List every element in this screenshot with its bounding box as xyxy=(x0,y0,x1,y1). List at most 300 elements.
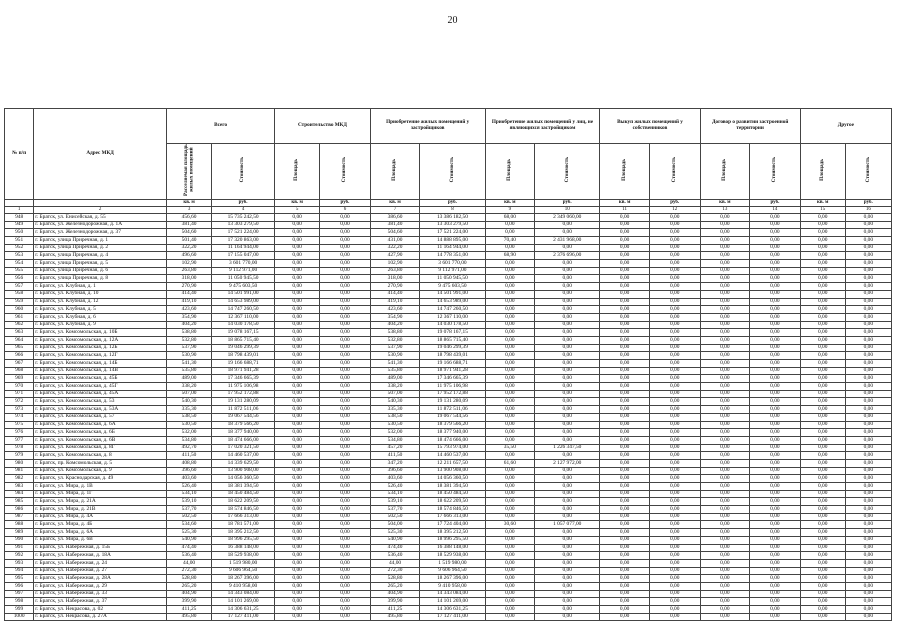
value-cell: 11 050 945,50 xyxy=(420,275,485,283)
value-cell: 0,00 xyxy=(485,582,535,590)
value-cell: 0,00 xyxy=(320,267,371,275)
value-cell: 0,00 xyxy=(320,213,371,221)
value-cell: 17 346 665,39 xyxy=(420,375,485,383)
value-cell: 0,00 xyxy=(845,452,891,460)
value-cell: 0,00 xyxy=(320,498,371,506)
value-cell: 0,00 xyxy=(700,421,750,429)
value-cell: 0,00 xyxy=(649,483,700,491)
value-cell: 0,00 xyxy=(845,606,891,614)
table-row xyxy=(5,436,892,444)
value-cell: 17 666 313,00 xyxy=(420,513,485,521)
value-cell: 0,00 xyxy=(320,483,371,491)
value-cell: 0,00 xyxy=(600,475,650,483)
row-number-cell: 960 xyxy=(5,306,34,314)
value-cell: 0,00 xyxy=(600,559,650,567)
value-cell: 9 112 971,00 xyxy=(420,267,485,275)
value-cell: 0,00 xyxy=(750,344,801,352)
value-cell: 1 057 077,00 xyxy=(535,521,600,529)
value-cell: 0,00 xyxy=(535,467,600,475)
value-cell: 18 267 396,00 xyxy=(420,575,485,583)
value-cell: 0,00 xyxy=(535,260,600,268)
value-cell: 0,00 xyxy=(485,329,535,337)
table-row xyxy=(5,306,892,314)
value-cell: 0,00 xyxy=(600,375,650,383)
column-number-cell: 11 xyxy=(600,206,650,213)
value-cell: 0,00 xyxy=(800,567,845,575)
value-cell: 14 460 537,00 xyxy=(212,452,275,460)
value-cell: 0,00 xyxy=(800,336,845,344)
value-cell: 0,00 xyxy=(275,336,320,344)
value-cell: 386,60 xyxy=(370,213,420,221)
value-cell: 0,00 xyxy=(750,321,801,329)
value-cell: 0,00 xyxy=(800,429,845,437)
value-cell: 0,00 xyxy=(600,582,650,590)
address-cell: г. Братск, ул. Мира, д. 4Б xyxy=(34,521,167,529)
unit-cell: кв. м xyxy=(800,199,845,206)
value-cell: 0,00 xyxy=(535,413,600,421)
value-cell: 16 388 148,00 xyxy=(420,544,485,552)
row-number-cell: 970 xyxy=(5,383,34,391)
value-cell: 396,60 xyxy=(370,467,420,475)
value-cell: 539,10 xyxy=(370,498,420,506)
value-cell: 18 377 940,00 xyxy=(212,429,275,437)
value-cell: 11 975 106,98 xyxy=(212,383,275,391)
value-cell: 0,00 xyxy=(320,390,371,398)
value-cell: 0,00 xyxy=(600,444,650,452)
value-cell: 338,20 xyxy=(370,383,420,391)
unit-cell: кв. м xyxy=(275,199,320,206)
value-cell: 0,00 xyxy=(600,367,650,375)
value-cell: 0,00 xyxy=(485,575,535,583)
value-cell: 0,00 xyxy=(320,613,371,621)
address-cell: г. Братск, ул. Набережная, д. 15Б xyxy=(34,544,167,552)
table-row xyxy=(5,498,892,506)
value-cell: 0,00 xyxy=(275,321,320,329)
value-cell: 0,00 xyxy=(320,375,371,383)
row-number-cell: 958 xyxy=(5,290,34,298)
table-row xyxy=(5,313,892,321)
value-cell: 2 349 060,00 xyxy=(535,213,600,221)
value-cell: 0,00 xyxy=(649,275,700,283)
row-number-cell: 985 xyxy=(5,498,34,506)
value-cell: 0,00 xyxy=(845,521,891,529)
value-cell: 13 900 908,00 xyxy=(420,467,485,475)
value-cell: 495,80 xyxy=(167,613,212,621)
address-cell: г. Братск, ул. Мира, д. 21А xyxy=(34,498,167,506)
value-cell: 0,00 xyxy=(649,313,700,321)
value-cell: 0,00 xyxy=(275,290,320,298)
value-cell: 14 339 629,50 xyxy=(212,459,275,467)
table-row xyxy=(5,252,892,260)
value-cell: 0,00 xyxy=(320,536,371,544)
subheader-cost: Стоимость xyxy=(535,144,600,200)
value-cell: 0,00 xyxy=(485,598,535,606)
row-number-cell: 950 xyxy=(5,229,34,237)
value-cell: 0,00 xyxy=(750,529,801,537)
value-cell: 0,00 xyxy=(485,475,535,483)
value-cell: 11 975 106,98 xyxy=(420,383,485,391)
row-number-cell: 962 xyxy=(5,321,34,329)
value-cell: 0,00 xyxy=(845,598,891,606)
value-cell: 0,00 xyxy=(649,590,700,598)
row-number-cell: 971 xyxy=(5,390,34,398)
value-cell: 102,90 xyxy=(167,260,212,268)
value-cell: 530,50 xyxy=(167,421,212,429)
table-row xyxy=(5,344,892,352)
value-cell: 0,00 xyxy=(320,229,371,237)
value-cell: 0,00 xyxy=(700,429,750,437)
value-cell: 0,00 xyxy=(275,221,320,229)
value-cell: 0,00 xyxy=(649,306,700,314)
row-number-cell: 978 xyxy=(5,444,34,452)
value-cell: 540,30 xyxy=(167,398,212,406)
value-cell: 322,20 xyxy=(370,244,420,252)
value-cell: 0,00 xyxy=(750,521,801,529)
value-cell: 0,00 xyxy=(649,360,700,368)
table-row xyxy=(5,398,892,406)
address-cell: г. Братск, ул. Комсомольская, д. 10Б xyxy=(34,329,167,337)
subheader-cost: Стоимость xyxy=(845,144,891,200)
table-row xyxy=(5,513,892,521)
value-cell: 335,30 xyxy=(167,406,212,414)
row-number-cell: 976 xyxy=(5,429,34,437)
table-row xyxy=(5,483,892,491)
value-cell: 0,00 xyxy=(700,375,750,383)
value-cell: 0,00 xyxy=(750,329,801,337)
unit-cell xyxy=(5,199,34,206)
value-cell: 0,00 xyxy=(800,329,845,337)
value-cell: 0,00 xyxy=(700,575,750,583)
value-cell: 0,00 xyxy=(535,436,600,444)
header-group-buyout: Выкуп жилых помещений у собственников xyxy=(600,109,700,144)
value-cell: 0,00 xyxy=(750,567,801,575)
value-cell: 0,00 xyxy=(845,344,891,352)
value-cell: 474,40 xyxy=(167,544,212,552)
value-cell: 532,80 xyxy=(167,336,212,344)
address-cell: г. Братск, улица Приречная, д. 4 xyxy=(34,252,167,260)
value-cell: 0,00 xyxy=(485,344,535,352)
value-cell: 0,00 xyxy=(649,475,700,483)
value-cell: 0,00 xyxy=(275,452,320,460)
address-cell: г. Братск, ул. Клубная, д. 9 xyxy=(34,321,167,329)
value-cell: 0,00 xyxy=(649,267,700,275)
value-cell: 0,00 xyxy=(845,383,891,391)
value-cell: 265,20 xyxy=(370,582,420,590)
value-cell: 0,00 xyxy=(750,590,801,598)
value-cell: 0,00 xyxy=(275,606,320,614)
value-cell: 0,00 xyxy=(700,275,750,283)
value-cell: 18 395 212,50 xyxy=(420,529,485,537)
value-cell: 0,00 xyxy=(275,567,320,575)
value-cell: 0,00 xyxy=(649,244,700,252)
value-cell: 14 056 360,50 xyxy=(212,475,275,483)
subheader-cost: Стоимость xyxy=(212,144,275,200)
value-cell: 9 112 971,00 xyxy=(212,267,275,275)
value-cell: 0,00 xyxy=(700,536,750,544)
value-cell: 0,00 xyxy=(700,352,750,360)
value-cell: 0,00 xyxy=(649,383,700,391)
value-cell: 68,90 xyxy=(485,252,535,260)
value-cell: 17 666 313,00 xyxy=(212,513,275,521)
value-cell: 0,00 xyxy=(535,475,600,483)
unit-cell: руб. xyxy=(212,199,275,206)
value-cell: 0,00 xyxy=(600,244,650,252)
value-cell: 0,00 xyxy=(845,375,891,383)
value-cell: 18 474 666,00 xyxy=(420,436,485,444)
value-cell: 14 030 178,50 xyxy=(212,321,275,329)
value-cell: 0,00 xyxy=(800,552,845,560)
value-cell: 0,00 xyxy=(700,313,750,321)
value-cell: 18 971 941,28 xyxy=(212,367,275,375)
value-cell: 540,30 xyxy=(370,398,420,406)
table-row xyxy=(5,321,892,329)
row-number-cell: 954 xyxy=(5,260,34,268)
row-number-cell: 953 xyxy=(5,252,34,260)
value-cell: 17 346 665,39 xyxy=(212,375,275,383)
value-cell: 0,00 xyxy=(320,436,371,444)
address-cell: г. Братск, ул. Мира, д. 4А xyxy=(34,513,167,521)
value-cell: 0,00 xyxy=(845,313,891,321)
value-cell: 0,00 xyxy=(320,444,371,452)
value-cell: 0,00 xyxy=(750,544,801,552)
value-cell: 0,00 xyxy=(845,552,891,560)
value-cell: 0,00 xyxy=(750,252,801,260)
row-number-cell: 990 xyxy=(5,536,34,544)
value-cell: 9 606 964,50 xyxy=(420,567,485,575)
value-cell: 0,00 xyxy=(600,590,650,598)
address-cell: г. Братск, ул. Краснодарская, д. 49 xyxy=(34,475,167,483)
value-cell: 0,00 xyxy=(485,513,535,521)
value-cell: 0,00 xyxy=(485,352,535,360)
row-number-cell: 975 xyxy=(5,421,34,429)
value-cell: 0,00 xyxy=(535,598,600,606)
value-cell: 0,00 xyxy=(700,321,750,329)
value-cell: 0,00 xyxy=(800,459,845,467)
value-cell: 0,00 xyxy=(485,467,535,475)
address-cell: г. Братск, ул. Набережная, д. 33 xyxy=(34,590,167,598)
table-row xyxy=(5,229,892,237)
value-cell: 14 888 895,00 xyxy=(420,237,485,245)
value-cell: 14 501 991,00 xyxy=(420,290,485,298)
value-cell: 0,00 xyxy=(750,260,801,268)
value-cell: 0,00 xyxy=(750,536,801,544)
value-cell: 502,50 xyxy=(370,513,420,521)
value-cell: 1 519 980,00 xyxy=(212,559,275,567)
value-cell: 17 127 411,00 xyxy=(212,613,275,621)
table-row xyxy=(5,521,892,529)
row-number-cell: 964 xyxy=(5,336,34,344)
address-cell: г. Братск, ул. Клубная, д. 5 xyxy=(34,306,167,314)
value-cell: 0,00 xyxy=(845,483,891,491)
value-cell: 0,00 xyxy=(275,283,320,291)
unit-cell xyxy=(34,199,167,206)
value-cell: 0,00 xyxy=(600,229,650,237)
value-cell: 0,00 xyxy=(485,490,535,498)
value-cell: 0,00 xyxy=(649,575,700,583)
address-cell: г. Братск, ул. Мира, д. 1Г xyxy=(34,490,167,498)
value-cell: 0,00 xyxy=(485,483,535,491)
table-row xyxy=(5,429,892,437)
address-cell: г. Братск, улица Приречная, д. 8 xyxy=(34,275,167,283)
address-cell: г. Братск, ул. Некрасова, д. 02 xyxy=(34,606,167,614)
value-cell: 0,00 xyxy=(320,567,371,575)
value-cell: 0,00 xyxy=(700,267,750,275)
value-cell: 0,00 xyxy=(700,559,750,567)
address-cell: г. Братск, ул. Некрасова, д. 27А xyxy=(34,613,167,621)
value-cell: 0,00 xyxy=(535,221,600,229)
row-number-cell: 951 xyxy=(5,237,34,245)
value-cell: 0,00 xyxy=(600,436,650,444)
value-cell: 0,00 xyxy=(845,260,891,268)
value-cell: 507,00 xyxy=(167,390,212,398)
value-cell: 0,00 xyxy=(700,590,750,598)
value-cell: 0,00 xyxy=(600,344,650,352)
value-cell: 0,00 xyxy=(649,375,700,383)
value-cell: 0,00 xyxy=(649,252,700,260)
value-cell: 2 431 968,00 xyxy=(535,237,600,245)
value-cell: 0,00 xyxy=(700,360,750,368)
value-cell: 0,00 xyxy=(320,244,371,252)
address-cell: г. Братск, ул. Комсомольская, д. 6В xyxy=(34,436,167,444)
value-cell: 0,00 xyxy=(649,544,700,552)
value-cell: 0,00 xyxy=(800,375,845,383)
value-cell: 0,00 xyxy=(649,329,700,337)
row-number-cell: 998 xyxy=(5,598,34,606)
value-cell: 0,00 xyxy=(485,536,535,544)
address-cell: г. Братск, ул. Комсомольская, д. 8Г xyxy=(34,444,167,452)
value-cell: 0,00 xyxy=(275,544,320,552)
value-cell: 9 475 603,50 xyxy=(212,283,275,291)
value-cell: 381,40 xyxy=(370,221,420,229)
value-cell: 0,00 xyxy=(649,521,700,529)
value-cell: 14 101 269,00 xyxy=(420,598,485,606)
value-cell: 0,00 xyxy=(600,352,650,360)
value-cell: 12 367 110,00 xyxy=(212,313,275,321)
value-cell: 0,00 xyxy=(800,613,845,621)
value-cell: 0,00 xyxy=(600,536,650,544)
value-cell: 14 501 991,00 xyxy=(212,290,275,298)
subheader-area: Площадь xyxy=(485,144,535,200)
table-row xyxy=(5,452,892,460)
subheader-area: Площадь xyxy=(370,144,420,200)
value-cell: 0,00 xyxy=(700,383,750,391)
value-cell: 0,00 xyxy=(535,490,600,498)
value-cell: 404,20 xyxy=(167,321,212,329)
value-cell: 0,00 xyxy=(275,298,320,306)
value-cell: 0,00 xyxy=(535,513,600,521)
subheader-cost: Стоимость xyxy=(420,144,485,200)
table-row xyxy=(5,590,892,598)
value-cell: 0,00 xyxy=(800,475,845,483)
value-cell: 0,00 xyxy=(649,390,700,398)
value-cell: 538,80 xyxy=(370,329,420,337)
value-cell: 0,00 xyxy=(535,283,600,291)
unit-cell: руб. xyxy=(845,199,891,206)
value-cell: 0,00 xyxy=(600,552,650,560)
value-cell: 489,00 xyxy=(167,375,212,383)
address-cell: г. Братск, ул. Комсомольская, д. 45Г xyxy=(34,383,167,391)
value-cell: 0,00 xyxy=(700,452,750,460)
value-cell: 0,00 xyxy=(600,275,650,283)
value-cell: 0,00 xyxy=(700,329,750,337)
value-cell: 0,00 xyxy=(649,567,700,575)
value-cell: 13 900 908,00 xyxy=(212,467,275,475)
value-cell: 0,00 xyxy=(535,313,600,321)
row-number-cell: 986 xyxy=(5,506,34,514)
value-cell: 14 460 537,00 xyxy=(420,452,485,460)
value-cell: 534,80 xyxy=(370,436,420,444)
value-cell: 0,00 xyxy=(535,582,600,590)
value-cell: 0,00 xyxy=(800,229,845,237)
value-cell: 0,00 xyxy=(275,429,320,437)
value-cell: 0,00 xyxy=(700,237,750,245)
value-cell: 0,00 xyxy=(320,321,371,329)
value-cell: 0,00 xyxy=(649,606,700,614)
value-cell: 0,00 xyxy=(750,244,801,252)
value-cell: 0,00 xyxy=(535,606,600,614)
value-cell: 0,00 xyxy=(700,413,750,421)
value-cell: 411,25 xyxy=(167,606,212,614)
value-cell: 535,80 xyxy=(370,367,420,375)
value-cell: 0,00 xyxy=(600,290,650,298)
value-cell: 0,00 xyxy=(750,444,801,452)
value-cell: 0,00 xyxy=(275,498,320,506)
table-row xyxy=(5,329,892,337)
value-cell: 19 166 688,71 xyxy=(212,360,275,368)
value-cell: 0,00 xyxy=(600,398,650,406)
value-cell: 0,00 xyxy=(800,498,845,506)
value-cell: 0,00 xyxy=(535,298,600,306)
row-number-cell: 948 xyxy=(5,213,34,221)
header-address: Адрес МКД xyxy=(34,109,167,200)
value-cell: 0,00 xyxy=(600,459,650,467)
row-number-cell: 955 xyxy=(5,267,34,275)
value-cell: 0,00 xyxy=(649,336,700,344)
value-cell: 0,00 xyxy=(275,413,320,421)
value-cell: 9 410 958,00 xyxy=(212,582,275,590)
value-cell: 0,00 xyxy=(535,383,600,391)
address-cell: г. Братск, ул. Комсомольская, д. 12Б xyxy=(34,344,167,352)
value-cell: 0,00 xyxy=(800,452,845,460)
value-cell: 0,00 xyxy=(485,413,535,421)
value-cell: 0,00 xyxy=(485,590,535,598)
value-cell: 0,00 xyxy=(750,375,801,383)
value-cell: 17 020 321,50 xyxy=(212,444,275,452)
row-number-cell: 996 xyxy=(5,582,34,590)
value-cell: 0,00 xyxy=(700,582,750,590)
value-cell: 0,00 xyxy=(700,544,750,552)
value-cell: 0,00 xyxy=(320,529,371,537)
value-cell: 0,00 xyxy=(750,267,801,275)
value-cell: 0,00 xyxy=(535,352,600,360)
value-cell: 0,00 xyxy=(275,552,320,560)
value-cell: 9 410 958,00 xyxy=(420,582,485,590)
value-cell: 0,00 xyxy=(485,398,535,406)
value-cell: 0,00 xyxy=(275,390,320,398)
value-cell: 0,00 xyxy=(485,544,535,552)
value-cell: 504,60 xyxy=(167,229,212,237)
value-cell: 537,70 xyxy=(167,506,212,514)
address-cell: г. Братск, ул. Комсомольская, д. 12А xyxy=(34,336,167,344)
value-cell: 0,00 xyxy=(485,559,535,567)
value-cell: 0,00 xyxy=(320,260,371,268)
value-cell: 0,00 xyxy=(750,459,801,467)
value-cell: 0,00 xyxy=(845,429,891,437)
value-cell: 0,00 xyxy=(275,275,320,283)
value-cell: 0,00 xyxy=(275,436,320,444)
value-cell: 0,00 xyxy=(600,313,650,321)
value-cell: 0,00 xyxy=(845,221,891,229)
